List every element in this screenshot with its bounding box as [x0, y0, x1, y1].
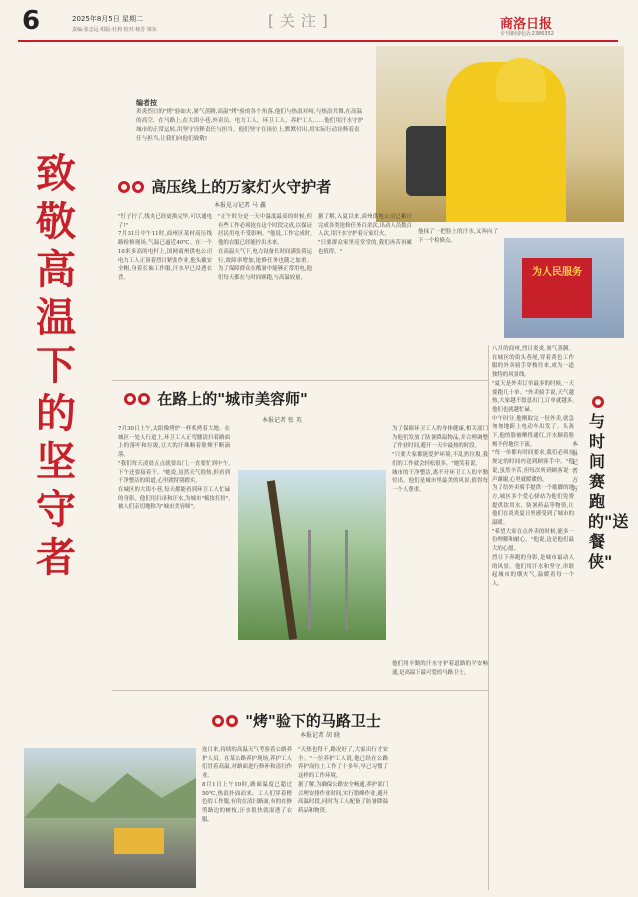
road-maintenance-photo [24, 748, 196, 888]
story-3-byline: 本报记者 方 方 [572, 441, 579, 493]
header-divider [18, 40, 618, 42]
helmet-icon [496, 58, 546, 102]
story-4-headline: "烤"验下的马路卫士 [212, 710, 381, 731]
tree-trunk [267, 480, 297, 640]
ladder [308, 530, 348, 630]
editor-staff: 责编:张志远 组版:杜莉 校对:杨芳 梁东 [72, 27, 157, 33]
ring-icon [138, 393, 150, 405]
newspaper-logo: 商洛日报 [500, 17, 553, 32]
column-divider [488, 345, 489, 890]
story-1-headline: 高压线上的万家灯火守护者 [118, 176, 331, 197]
story-2-column: 7月30日上午,太阳像烤炉一样炙烤着大地。在城区一处人行道上,环卫工人正弯腰清扫着路面上的落叶和垃圾,豆大的汗珠顺着脸颊不断滴落。 "我们每天凌晨五点就要出门,一直要忙到中午,下午还要接着干。"她说,虽然天气很热,但看到干净整洁的街道,心里就特别踏实。 在城区的大街小巷,每天都能看到环卫工人忙碌的身影。他们用扫帚和汗水,为城市"梳妆打扮",被人们亲切地称为"城市美容师"。 [118, 426, 230, 511]
story-2-headline: 在路上的"城市美容师" [124, 388, 308, 409]
story-1-column: 他抹了一把脸上的汗水,又奔向了下一个检修点。 [418, 229, 498, 244]
ring-icon [118, 181, 130, 193]
page-header [0, 0, 638, 44]
ring-icon [124, 393, 136, 405]
story-4-byline: 本报记者 胡 晓 [300, 732, 340, 739]
issue-date: 2025年8月5日 星期二 [72, 15, 143, 23]
editor-note-label: 编者按 [136, 99, 157, 107]
story-1-column: 据了解,入夏以来,商州供电公司已累计完成各类抢修任务百余次,出动人员数百人次,用汗水守护着万家灯火。 "只要群众家里亮堂堂的,我们再苦再累也值得。" [318, 214, 412, 255]
tree-trimming-photo [238, 470, 386, 640]
story-4-column: "天热也得干,路况好了,大家出行才安全。"一位养护工人说,他已经在公路养护岗位上工作了十多年,早已习惯了这样的工作环境。 据了解,为确保公路安全畅通,养护部门合理安排作业时间,实行错峰作业,避开高温时段,同时为工人配备了防暑降温药品和物资。 [298, 747, 388, 814]
story-4-column: 连日来,持续的高温天气考验着公路养护人员。在某公路养护现场,养护工人们冒着高温,对路面进行修补和清扫作业。 8月1日上午10时,路面温度已超过50℃,热浪扑面而来。工人们穿着橙色的工作服,有的在清扫路面,有的在修剪路边的树枝,汗水很快就湿透了衣服。 [202, 747, 292, 823]
column-name: [关注] [268, 12, 334, 30]
ring-icon [132, 181, 144, 193]
story-1-byline: 本报见习记者 马 鑫 [214, 202, 266, 209]
ring-icon [226, 715, 238, 727]
mountain-shape [24, 768, 196, 818]
page-number: 6 [22, 6, 41, 36]
honor-banner-photo [504, 238, 624, 338]
truck-shape [114, 828, 164, 854]
story-4-column: 他们用辛勤的汗水守护着道路的平安畅通,是高温下最可爱的马路卫士。 [392, 661, 488, 676]
section-divider [112, 380, 488, 381]
ring-icon [592, 396, 604, 408]
section-divider [112, 690, 488, 691]
story-2-column: 为了保障环卫工人的身体健康,相关部门为他们发放了防暑降温物品,并合理调整了作业时间,避开一天中最热的时段。 "只要大家都能爱护环境,不乱扔垃圾,我们的工作就会轻松很多。"她笑着说。 城市的干净整洁,离不开环卫工人的辛勤付出。他们是城市里最美的风景,值得每一个人尊重。 [392, 426, 488, 493]
story-2-byline: 本报记者 张 英 [262, 417, 302, 424]
story-1-column: "正午时分是一天中温度最高的时候,但有些工作必须抢在这个时段完成,以保证居民用电不受影响。"他说,工作完成时,他的衣服已经能拧出水来。 在高温天气下,电力设备长时间满负荷运行,故障率增加,抢修任务也随之加重。为了保障群众在酷暑中能够正常用电,他们每天都在与时间赛跑,与高温较量。 [218, 214, 312, 281]
editor-note-text: 炎炎烈日的"烤"验如火,暑气蒸腾,高温"烤"验的各个角落,他们与热浪对峙,与热浪共舞,在高温的高空、在马路上,在大街小巷,外卖员、电力工人、环卫工人、养护工人……他们用汗水守护城市的正常运转,用坚守诠释责任与担当。他们坚守在岗位上,默默付出,用实际行动诠释着责任与担当,让我们向他们致敬! [136, 109, 364, 142]
hotline: 专刊新闻电话:2386352 [500, 31, 554, 37]
story-1-column: "钉子拧了,线夹已经更换完毕,可以通电了!" 7月31日中午11时,商州区某村高压线路检修现场,气温已逼近40℃。在一个10米多高的电杆上,国网商州供电公司电力工人正顶着烈日紧张作业,他头戴安全帽,身着长袖工作服,汗水早已浸透衣背。 [118, 214, 212, 281]
delivery-rider-photo [376, 46, 624, 222]
feature-title: 致敬高温下的坚守者 [36, 151, 76, 581]
ring-icon [212, 715, 224, 727]
story-3-headline: 与时间赛跑的"送餐侠" [588, 412, 629, 571]
story-3-column: 八月的商州,烈日炎炎,暑气蒸腾。在城区的街头巷尾,穿着黄色工作服的外卖骑手穿梭往来,成为一道独特的风景线。 "夏天是外卖订单最多的时候,一天要跑几十单。"外卖骑手说,天气越热,大家越不愿意出门,订单就越多,他们也就越忙碌。 中午时分,他刚取完一份外卖,就急匆匆地跨上电动车出发了。头盔下,他的脸被晒得通红,汗水顺着脸颊不停地往下流。 "每一单都有时间要求,我们必须在规定的时间内送到顾客手中。"他说,虽然辛苦,但每次听到顾客说一声谢谢,心里就暖暖的。 为了给外卖骑手提供一个歇脚的地方,城区多个爱心驿站为他们免费提供饮用水、防暑药品等物资,让他们在炎炎夏日里感受到了城市的温暖。 "希望大家在点外卖的时候,能多一份理解和耐心。"他说,这是他们最大的心愿。 烈日下奔跑的身影,是城市最动人的风景。他们用汗水和坚守,串联起城市的烟火气,温暖着每一个人。 [492, 346, 574, 587]
honor-banner: 为人民服务 [522, 258, 592, 318]
